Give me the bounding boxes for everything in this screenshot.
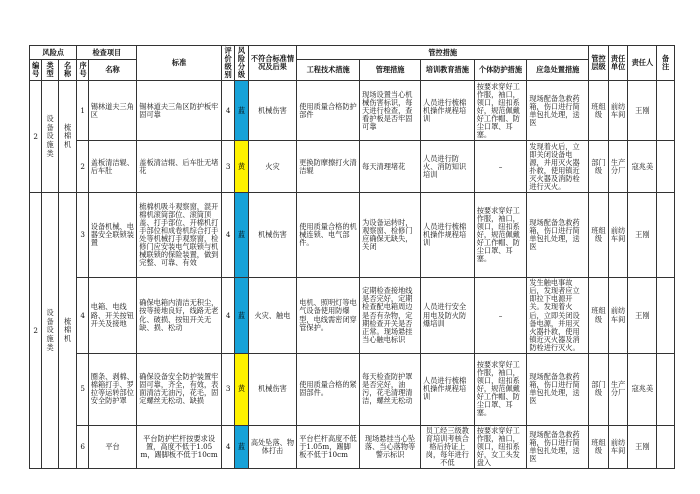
header-item-name: 名称 (88, 60, 137, 81)
row-standard: 平台防护栏杆按要求设置，高度不低于1.05m，踢脚板不低于10cm (137, 425, 222, 468)
group-name: 梳棉机 (58, 81, 77, 193)
row-standard: 确保设备安全防护装置牢固可靠，齐全，有效，表面清洁无油污，花毛，固定螺丝无松动、缺损 (137, 353, 222, 425)
table-row (30, 353, 675, 425)
row-seq: 6 (77, 425, 88, 468)
row-item: 电箱、电线路、开关按钮开关及接地 (88, 278, 137, 354)
row-remark (657, 141, 675, 193)
row-management: 为设备运转时，观察窗、检修门应确保无缺失，关闭 (360, 193, 421, 278)
row-engineering: 使用质量合格的紧固部件。 (297, 353, 360, 425)
header-eval-level: 评价级别 (221, 46, 234, 81)
header-type: 类型 (42, 60, 59, 81)
header-ppe: 个体防护措施 (474, 60, 527, 81)
row-level: 4 (221, 278, 234, 354)
risk-grade-badge: 蓝 (235, 193, 248, 278)
table-row (30, 81, 675, 141)
row-emergency: 现场配备急救药箱，伤口进行简单包扎处理，送医 (527, 353, 589, 425)
row-level: 3 (221, 353, 234, 425)
row-consequence: 火灾、触电 (248, 278, 297, 354)
header-seq: 序号 (77, 60, 88, 81)
row-seq: 1 (77, 81, 88, 141)
header-check-item: 检查项目 (77, 46, 137, 60)
header-name: 名称 (58, 60, 77, 81)
group-name: 梳棉机 (58, 193, 77, 469)
row-engineering: 使用质量合格的机械连锁、电气部件。 (297, 193, 360, 278)
row-ppe: 按要求穿好工作服，袖口，领口，纽扣系好，女工头发盘入 (474, 425, 527, 468)
row-training: 人员进行梳棉机操作规程培训 (421, 81, 475, 141)
row-ppe: – (474, 141, 527, 193)
row-ppe: 按要求穿好工作服，袖口，领口，纽扣系好，规范佩戴好工作帽、防尘口罩、耳塞。 (474, 81, 527, 141)
row-item: 盖板清洁辊、后车肚 (88, 141, 137, 193)
row-remark (657, 278, 675, 354)
row-person: 王刚 (628, 425, 657, 468)
risk-grade-badge: 黄 (235, 353, 248, 425)
row-person: 寇兆美 (628, 141, 657, 193)
row-item: 平台 (88, 425, 137, 468)
row-unit: 前纺车间 (608, 425, 628, 468)
row-consequence: 机械伤害 (248, 353, 297, 425)
table-row (30, 193, 675, 278)
row-consequence: 火灾 (248, 141, 297, 193)
row-remark (657, 193, 675, 278)
row-engineering: 平台栏杆高度不低于1.05m，踢脚板不低于10cm (297, 425, 360, 468)
row-item: 锡林道夫三角区 (88, 81, 137, 141)
row-emergency: 现场配备急救药箱，伤口进行简单包扎处理，送医 (527, 193, 589, 278)
table-row (30, 425, 675, 468)
row-management: 定期检查接地线是否完好，定期检查配电箱周边是否有杂物，定期检查开关是否正常。现场悬挂当心触电标识 (360, 278, 421, 354)
row-management: 每天检查防护罩是否完好，油污，花毛清理清洁，螺丝无松动 (360, 353, 421, 425)
header-control-level: 管控层级 (589, 46, 609, 81)
row-consequence: 高处坠落、物体打击 (248, 425, 297, 468)
header-engineering: 工程技术措施 (297, 60, 360, 81)
row-ctrl-level: 班组级 (589, 278, 609, 354)
row-standard: 梳棉机吸斗观察窗，混开棉机滚筒部位、滚筒顶盖、打手部位、开棉机打手部位和成卷机综合打手处等机械打手观察窗，检修门应安装电气联锁与机械联锁的保险装置，做到完整、可靠、有效 (137, 193, 222, 278)
row-seq: 2 (77, 141, 88, 193)
group-no: 2 (30, 81, 42, 193)
group-type: 设备设施类 (42, 193, 59, 469)
row-ppe: 按要求穿好工作服，袖口，领口，纽扣系好，规范佩戴好工作帽、防尘口罩、耳塞。 (474, 193, 527, 278)
header-emergency: 应急处置措施 (527, 60, 589, 81)
header-control-measures: 管控措施 (297, 46, 589, 60)
row-person: 王刚 (628, 81, 657, 141)
row-remark (657, 425, 675, 468)
row-ctrl-level: 班组级 (589, 193, 609, 278)
header-risk-grade: 风险分级 (235, 46, 248, 81)
risk-grade-badge: 蓝 (235, 278, 248, 354)
row-ppe: 按要求穿好工作服，袖口，领口，纽扣系好，规范佩戴好工作帽、防尘口罩、耳塞。 (474, 353, 527, 425)
row-seq: 5 (77, 353, 88, 425)
row-consequence: 机械伤害 (248, 81, 297, 141)
row-unit: 前纺车间 (608, 193, 628, 278)
row-training: 员工经三级教育培训考核合格后持证上岗，每年进行不低 (421, 425, 475, 468)
risk-grade-badge: 蓝 (235, 81, 248, 141)
row-standard: 确保电箱内清洁无积尘，按等接地良好，线路无老化、破损、按钮开关无缺、损、松动 (137, 278, 222, 354)
table-row (30, 278, 675, 354)
row-person: 寇兆美 (628, 353, 657, 425)
row-engineering: 使用质量合格防护部件 (297, 81, 360, 141)
row-engineering: 更换防摩擦打火清洁辊 (297, 141, 360, 193)
row-training: 人员进行梳棉机操作规程培训 (421, 353, 475, 425)
row-unit: 前纺车间 (608, 81, 628, 141)
row-standard: 盖板清洁辊、后车肚无堵花 (137, 141, 222, 193)
row-unit: 生产分厂 (608, 353, 628, 425)
row-engineering: 电机、照明灯等电气设备使用防爆型，电线需密闭穿管保护。 (297, 278, 360, 354)
header-nonconform: 不符合标准情况及后果 (248, 46, 297, 81)
risk-grade-badge: 蓝 (235, 425, 248, 468)
row-level: 4 (221, 193, 234, 278)
header-training: 培训教育措施 (421, 60, 475, 81)
risk-grade-badge: 黄 (235, 141, 248, 193)
row-seq: 4 (77, 278, 88, 354)
header-no: 编号 (30, 60, 42, 81)
row-person: 王刚 (628, 193, 657, 278)
row-ppe: – (474, 278, 527, 354)
row-ctrl-level: 班组级 (589, 81, 609, 141)
row-ctrl-level: 班组级 (589, 425, 609, 468)
row-unit: 生产分厂 (608, 141, 628, 193)
row-remark (657, 353, 675, 425)
header-standard: 标准 (137, 46, 222, 81)
row-person: 王刚 (628, 278, 657, 354)
header-management: 管理措施 (360, 60, 421, 81)
row-training: 人员进行梳棉机操作规程培训 (421, 193, 475, 278)
row-training: 人员进行安全用电及防火防爆培训 (421, 278, 475, 354)
row-standard: 锡林道夫三角区防护板牢固可靠 (137, 81, 222, 141)
row-unit: 前纺车间 (608, 278, 628, 354)
row-item: 圈条、剥棉、棉箱打手、罗拉等运转部位安全防护罩 (88, 353, 137, 425)
header-resp-unit: 责任单位 (608, 46, 628, 81)
row-seq: 3 (77, 193, 88, 278)
row-management: 现场设置当心机械伤害标识，每天进行检查，查看护板是否牢固可靠 (360, 81, 421, 141)
row-level: 4 (221, 425, 234, 468)
table-row (30, 141, 675, 193)
header-resp-person: 责任人 (628, 46, 657, 81)
row-level: 4 (221, 81, 234, 141)
risk-control-table-sheet (29, 45, 675, 469)
row-emergency: 发生触电事故后，发现者应立即拉下电源开关。发现着火后，立即关闭设备电源，并用灭火器扑救，使用镇近灭火器及消防栓进行灭火。 (527, 278, 589, 354)
row-ctrl-level: 部门级 (589, 353, 609, 425)
row-level: 3 (221, 141, 234, 193)
row-emergency: 发现着火后，立即关闭设备电源，并用灭火器扑救，使用镇近灭火器及消防栓进行灭火。 (527, 141, 589, 193)
row-training: 人员进行防火、消防知识培训 (421, 141, 475, 193)
group-type: 设备设施类 (42, 81, 59, 193)
row-item: 设备机械、电器安全联锁装置 (88, 193, 137, 278)
row-management: 每天清理堵花 (360, 141, 421, 193)
header-remark: 备注 (657, 46, 675, 81)
row-emergency: 现场配备急救药箱，伤口进行简单包扎处理，送医 (527, 425, 589, 468)
row-remark (657, 81, 675, 141)
row-emergency: 现场配备急救药箱，伤口进行简单包扎处理，送医 (527, 81, 589, 141)
row-ctrl-level: 部门级 (589, 141, 609, 193)
risk-control-table (29, 45, 675, 469)
group-no: 2 (30, 193, 42, 469)
header-risk-point: 风险点 (30, 46, 77, 60)
row-consequence: 机械伤害 (248, 193, 297, 278)
row-management: 现场悬挂当心坠落、当心落物等警示标识 (360, 425, 421, 468)
